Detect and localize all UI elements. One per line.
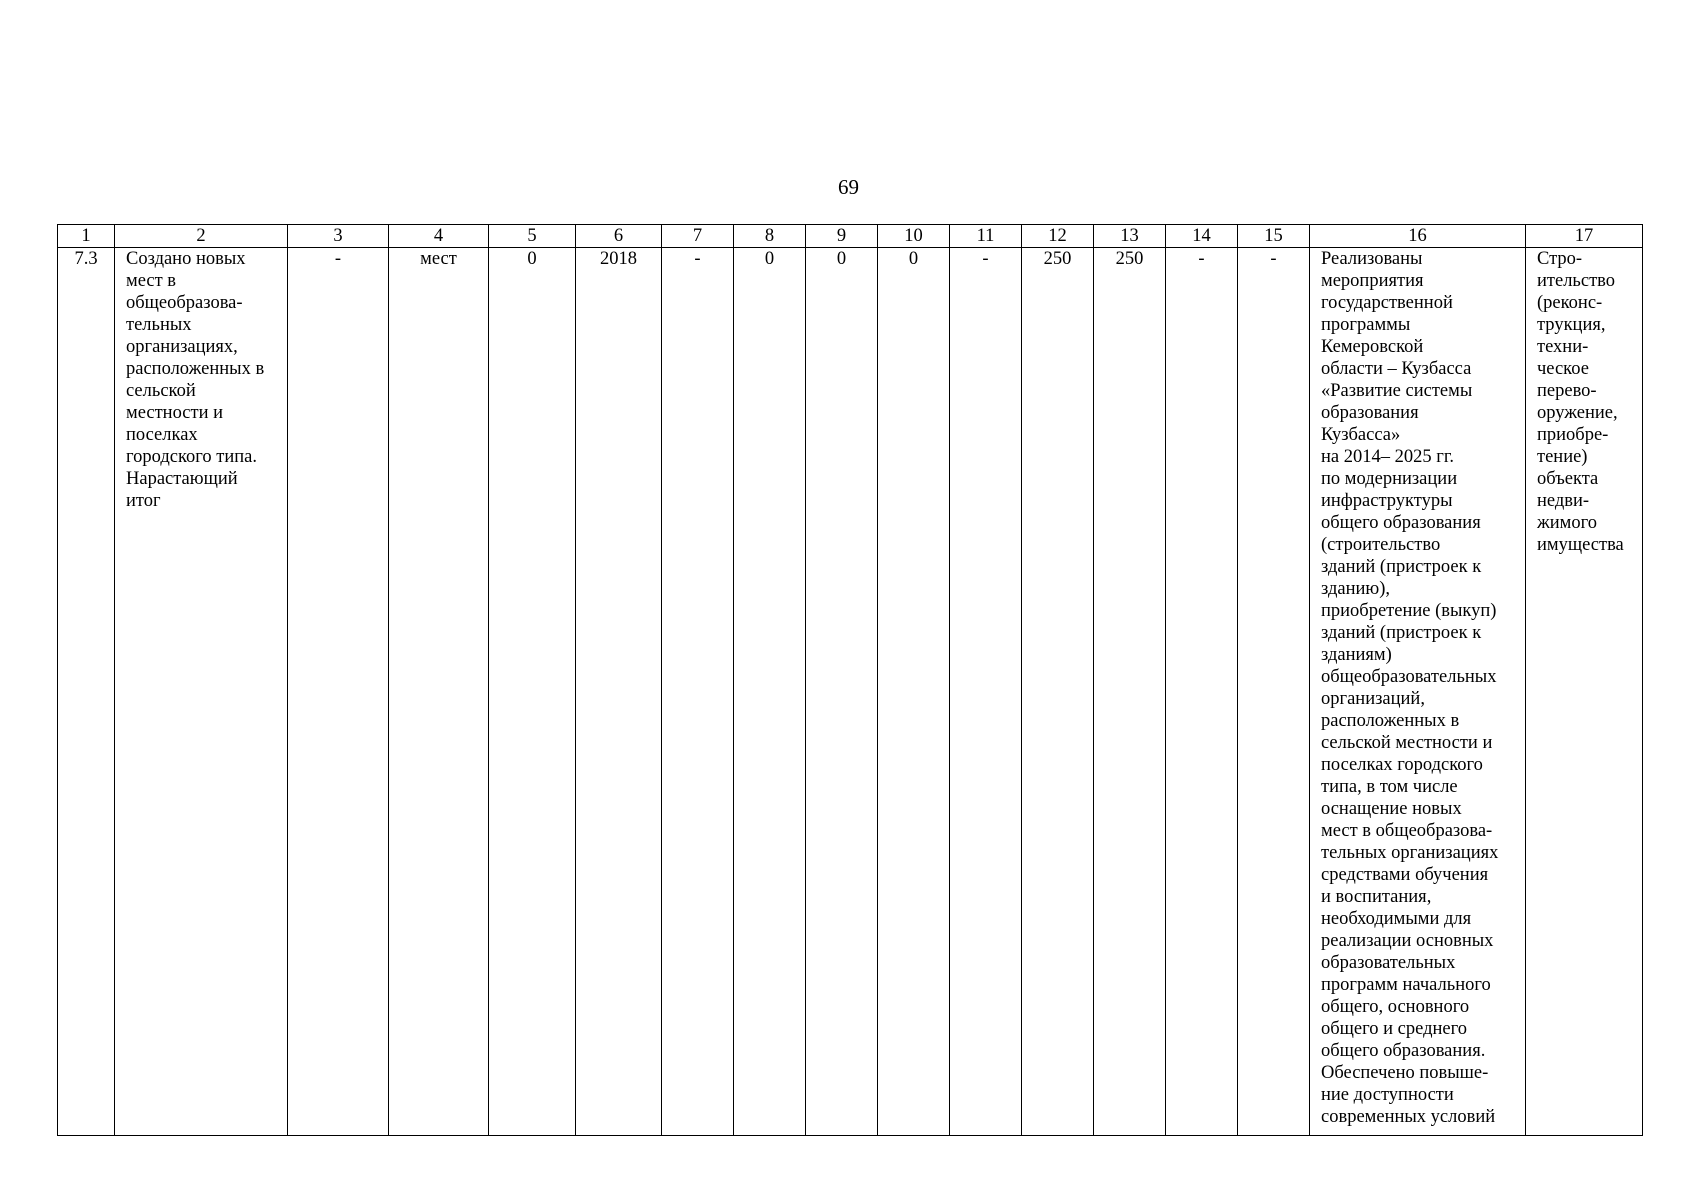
column-header: 3 bbox=[288, 225, 389, 248]
cell-unit: мест bbox=[389, 248, 489, 1136]
column-header: 6 bbox=[576, 225, 662, 248]
column-header: 16 bbox=[1310, 225, 1526, 248]
cell-col-3: - bbox=[288, 248, 389, 1136]
cell-col-14: - bbox=[1166, 248, 1238, 1136]
cell-item-number: 7.3 bbox=[58, 248, 115, 1136]
column-header: 4 bbox=[389, 225, 489, 248]
column-header: 1 bbox=[58, 225, 115, 248]
cell-object-type: Стро- ительство (реконс- трукция, техни- ческое перево- оружение, приобре- тение) объекта недви- жимого имущества bbox=[1526, 248, 1643, 1136]
cell-measures-description: Реализованы мероприятия государственной программы Кемеровской области – Кузбасса «Развитие системы образования Кузбасса» на 2014– 2025 гг. по модернизации инфраструктуры общего образования (строительство зданий (пристроек к зданию), приобретение (выкуп) зданий (пристроек к зданиям) общеобразовательных организаций, расположенных в сельской местности и поселках городского типа, в том числе оснащение новых мест в общеобразова- тельных организациях средствами обучения и воспитания, необходимыми для реализации основных образовательных программ начального общего, основного общего и среднего общего образования. Обеспечено повыше- ние доступности современных условий bbox=[1310, 248, 1526, 1136]
table-row bbox=[58, 248, 1643, 1136]
cell-col-15: - bbox=[1238, 248, 1310, 1136]
data-table bbox=[57, 224, 1643, 1136]
column-header: 14 bbox=[1166, 225, 1238, 248]
column-header: 9 bbox=[806, 225, 878, 248]
cell-col-11: - bbox=[950, 248, 1022, 1136]
cell-col-8: 0 bbox=[734, 248, 806, 1136]
cell-col-5: 0 bbox=[489, 248, 576, 1136]
column-header: 8 bbox=[734, 225, 806, 248]
column-header: 15 bbox=[1238, 225, 1310, 248]
column-header: 2 bbox=[115, 225, 288, 248]
cell-col-12: 250 bbox=[1022, 248, 1094, 1136]
cell-col-9: 0 bbox=[806, 248, 878, 1136]
cell-year: 2018 bbox=[576, 248, 662, 1136]
column-header: 12 bbox=[1022, 225, 1094, 248]
column-header: 10 bbox=[878, 225, 950, 248]
column-header: 7 bbox=[662, 225, 734, 248]
column-header: 17 bbox=[1526, 225, 1643, 248]
cell-indicator-name: Создано новых мест в общеобразова- тельных организациях, расположенных в сельской местности и поселках городского типа. Нарастающий итог bbox=[115, 248, 288, 1136]
column-header: 11 bbox=[950, 225, 1022, 248]
cell-col-10: 0 bbox=[878, 248, 950, 1136]
table-header-row bbox=[58, 225, 1643, 248]
cell-col-7: - bbox=[662, 248, 734, 1136]
column-header: 5 bbox=[489, 225, 576, 248]
column-header: 13 bbox=[1094, 225, 1166, 248]
cell-col-13: 250 bbox=[1094, 248, 1166, 1136]
page-number: 69 bbox=[838, 175, 859, 199]
